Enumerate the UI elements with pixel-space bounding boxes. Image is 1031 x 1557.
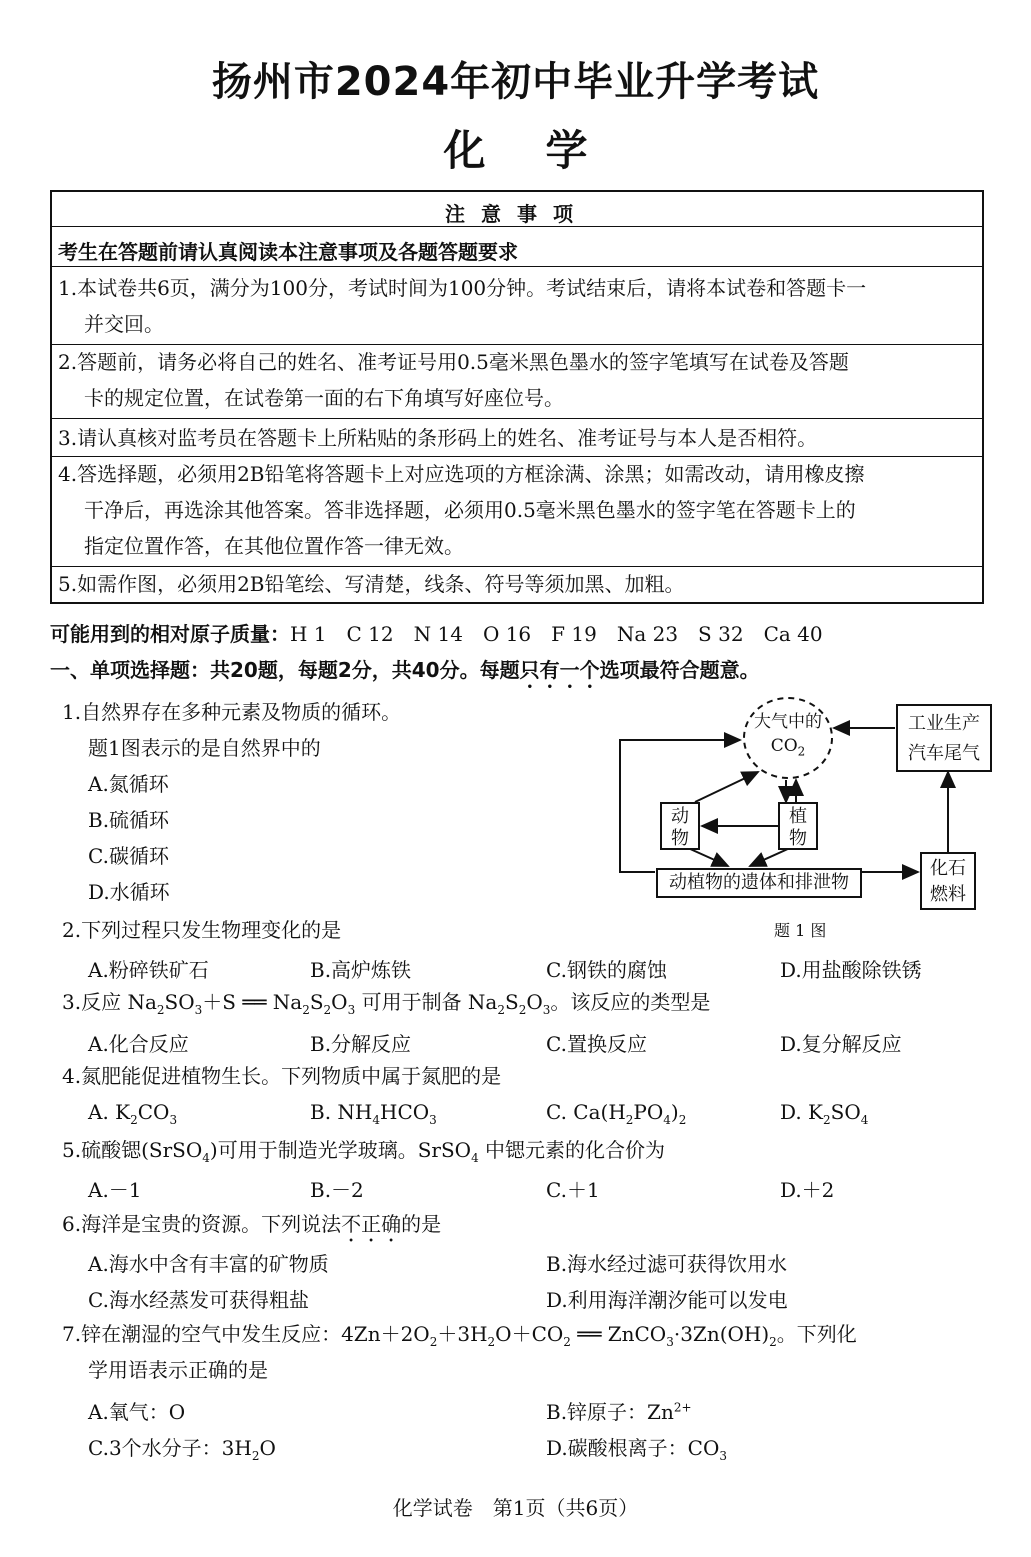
q2-option-c: C.钢铁的腐蚀 bbox=[546, 958, 667, 982]
q5-option-b: B.－2 bbox=[310, 1178, 364, 1202]
q7-option-a: A.氧气：O bbox=[88, 1400, 186, 1424]
q4-option-a: A. $K_2CO_3$ bbox=[88, 1100, 178, 1127]
notice-item-1: 1.本试卷共6页，满分为100分，考试时间为100分钟。考试结束后，请将本试卷和答题卡一 并交回。 bbox=[58, 276, 867, 336]
animal-node: 动 物 bbox=[660, 802, 700, 850]
q3-option-d: D.复分解反应 bbox=[780, 1032, 902, 1056]
q7-option-c: C.3个水分子：$3H_2O$ bbox=[88, 1436, 276, 1463]
q2-option-b: B.高炉炼铁 bbox=[310, 958, 412, 982]
q4-option-d: D. $K_2SO_4$ bbox=[780, 1100, 869, 1127]
q6-option-c: C.海水经蒸发可获得粗盐 bbox=[88, 1288, 309, 1312]
q1-option-d: D.水循环 bbox=[88, 880, 170, 904]
q6-option-a: A.海水中含有丰富的矿物质 bbox=[88, 1252, 329, 1276]
exam-title: 扬州市2024年初中毕业升学考试 bbox=[211, 59, 820, 105]
q1-stem-2: 题1图表示的是自然界中的 bbox=[88, 736, 321, 760]
q4-option-b: B. $NH_4HCO_3$ bbox=[310, 1100, 437, 1127]
q1-option-b: B.硫循环 bbox=[88, 808, 170, 832]
q7-stem-1: 7.锌在潮湿的空气中发生反应：$4Zn+2O_2+3H_2O+CO_2$ ══ $ZnCO_3\cdot 3Zn(OH)_2$。下列化 bbox=[62, 1322, 857, 1349]
q6-option-b: B.海水经过滤可获得饮用水 bbox=[546, 1252, 788, 1276]
q7-option-d: D.碳酸根离子：$CO_3$ bbox=[546, 1436, 728, 1463]
carbon-cycle-diagram bbox=[610, 690, 1000, 940]
notice-item-3: 3.请认真核对监考员在答题卡上所粘贴的条形码上的姓名、准考证号与本人是否相符。 bbox=[58, 426, 818, 450]
q3-option-c: C.置换反应 bbox=[546, 1032, 647, 1056]
notice-item-2: 2.答题前，请务必将自己的姓名、准考证号用0.5毫米黑色墨水的签字笔填写在试卷及答题 卡的规定位置，在试卷第一面的右下角填写好座位号。 bbox=[58, 350, 849, 410]
q4-option-c: C. $Ca(H_2PO_4)_2$ bbox=[546, 1100, 687, 1127]
q1-option-c: C.碳循环 bbox=[88, 844, 169, 868]
q5-option-a: A.－1 bbox=[88, 1178, 142, 1202]
q6-option-d: D.利用海洋潮汐能可以发电 bbox=[546, 1288, 788, 1312]
notice-item-5: 5.如需作图，必须用2B铅笔绘、写清楚，线条、符号等须加黑、加粗。 bbox=[58, 572, 685, 596]
plant-node: 植 物 bbox=[778, 802, 818, 850]
q5-option-d: D.＋2 bbox=[780, 1178, 835, 1202]
notice-subheading: 考生在答题前请认真阅读本注意事项及各题答题要求 bbox=[58, 240, 518, 264]
q3-option-b: B.分解反应 bbox=[310, 1032, 412, 1056]
q2-option-d: D.用盐酸除铁锈 bbox=[780, 958, 922, 982]
notice-heading: 注意事项 bbox=[445, 202, 589, 226]
q5-option-c: C.＋1 bbox=[546, 1178, 600, 1202]
q4-stem: 4.氮肥能促进植物生长。下列物质中属于氮肥的是 bbox=[62, 1064, 502, 1088]
q5-stem: 5.硫酸锶(SrSO$_4$)可用于制造光学玻璃。SrSO$_4$ 中锶元素的化合价为 bbox=[62, 1138, 666, 1165]
industry-node: 工业生产 汽车尾气 bbox=[896, 704, 992, 772]
co2-node: 大气中的 $CO_2$ bbox=[754, 712, 822, 759]
q1-stem-1: 1.自然界存在多种元素及物质的循环。 bbox=[62, 700, 402, 724]
remains-node: 动植物的遗体和排泄物 bbox=[656, 868, 862, 898]
q7-stem-2: 学用语表示正确的是 bbox=[88, 1358, 268, 1382]
q2-stem: 2.下列过程只发生物理变化的是 bbox=[62, 918, 342, 942]
q2-option-a: A.粉碎铁矿石 bbox=[88, 958, 209, 982]
atomic-mass-line: 可能用到的相对原子质量：H 1 C 12 N 14 O 16 F 19 Na 23 S 32 Ca 40 bbox=[50, 622, 823, 646]
q7-option-b: B.锌原子：$Zn^{2+}$ bbox=[546, 1400, 692, 1424]
q1-option-a: A.氮循环 bbox=[88, 772, 169, 796]
q3-option-a: A.化合反应 bbox=[88, 1032, 189, 1056]
notice-item-4: 4.答选择题，必须用2B铅笔将答题卡上对应选项的方框涂满、涂黑；如需改动，请用橡皮擦 干净后，再选涂其他答案。答非选择题，必须用0.5毫米黑色墨水的签字笔在答题卡上的 指定位置作答，在其他位置作答一律无效。 bbox=[58, 462, 865, 558]
page-footer: 化学试卷 第1页（共6页） bbox=[392, 1496, 639, 1520]
subject-title: 化学 bbox=[443, 126, 648, 175]
q3-stem: 3.反应 $Na_2SO_3+S$ ══ $Na_2S_2O_3$ 可用于制备 $Na_2S_2O_3$。该反应的类型是 bbox=[62, 990, 711, 1017]
q6-stem: 6.海洋是宝贵的资源。下列说法不正确的是 bbox=[62, 1212, 442, 1236]
section-heading: 一、单项选择题：共20题，每题2分，共40分。每题只有一个选项最符合题意。 bbox=[50, 658, 760, 682]
notice-box bbox=[50, 190, 984, 604]
diagram-caption: 题 1 图 bbox=[774, 921, 827, 940]
fossil-fuel-node: 化石 燃料 bbox=[920, 852, 976, 910]
